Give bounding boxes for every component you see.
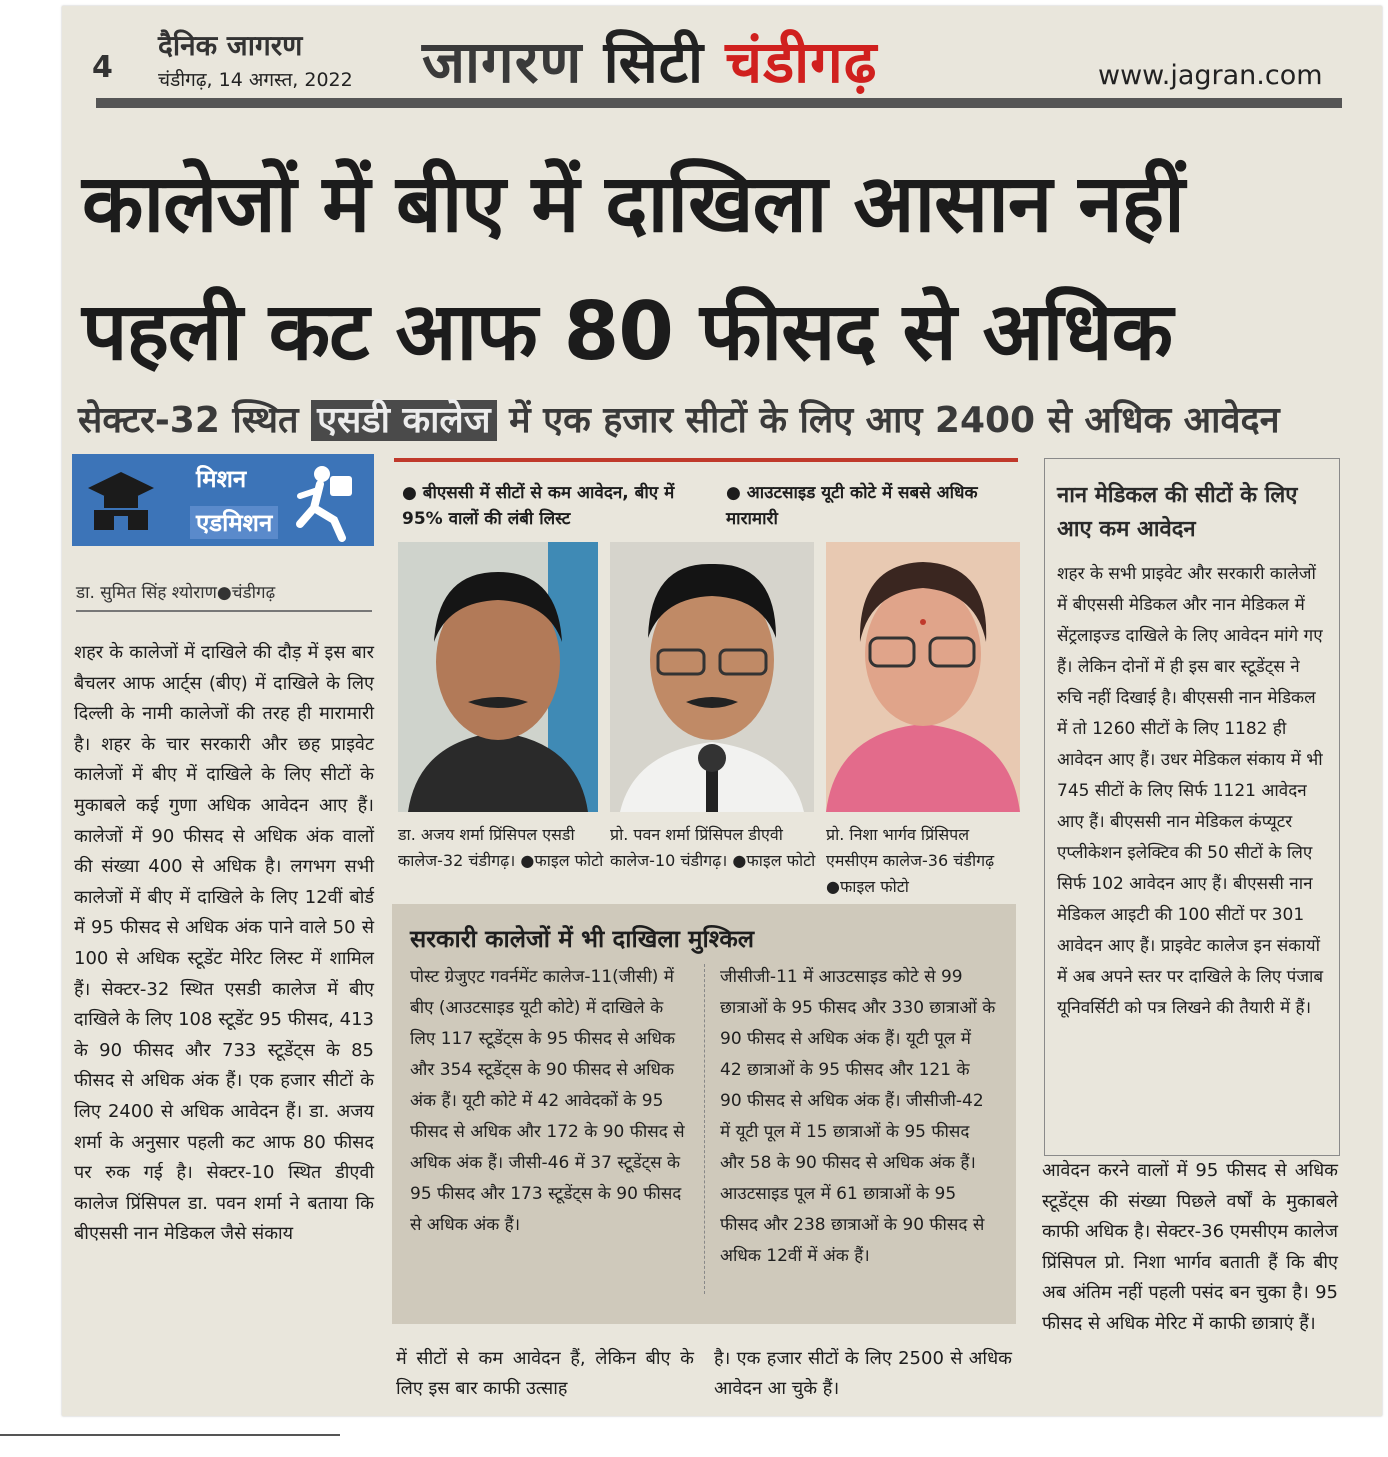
website: www.jagran.com: [1098, 60, 1323, 91]
govt-box-column-1: पोस्ट ग्रेजुएट गवर्नमेंट कालेज-11(जीसी) में बीए (आउटसाइड यूटी कोटे) में दाखिले के लिए 117 स्टूडेंट्स के 95 फीसद से अधिक और 354 स्टूडेंट्स के 90 फीसद से अधिक अंक हैं। यूटी कोटे में 42 आवेदकों के 95 फीसद से अधिक और 172 के 90 फीसद से अधिक अंक हैं। जीसी-46 में 37 स्टूडेंट्स के 95 फीसद और 173 स्टूडेंट्स के 90 फीसद से अधिक अंक हैं।: [410, 967, 685, 1235]
scan-margin-mark: [0, 1434, 340, 1436]
headline-line-2: पहली कट आफ 80 फीसद से अधिक: [82, 285, 1173, 378]
subheadline-highlight: एसडी कालेज: [311, 400, 496, 441]
article-continuation-1: में सीटों से कम आवेदन हैं, लेकिन बीए के लिए इस बार काफी उत्साह: [396, 1348, 694, 1399]
running-student-icon: [292, 462, 368, 542]
brand-part-2: सिटी: [603, 28, 705, 96]
brand-logo: [422, 20, 877, 99]
mission-admission-badge: [72, 454, 374, 546]
section-red-rule: [394, 458, 1018, 462]
badge-line-2: एडमिशन: [190, 506, 278, 539]
govt-colleges-box: [392, 904, 1016, 1324]
photo-principal-pawan-sharma: [610, 542, 814, 812]
bullet-point-2: ● आउटसाइड यूटी कोटे में सबसे अधिक मारामारी: [726, 483, 978, 529]
bullet-point-1: ● बीएससी में सीटों से कम आवेदन, बीए में 95% वालों की लंबी लिस्ट: [402, 483, 675, 529]
newspaper-page: [62, 6, 1382, 1416]
non-medical-sidebar: [1044, 458, 1340, 1156]
sidebar-body: शहर के सभी प्राइवेट और सरकारी कालेजों में बीएससी मेडिकल और नान मेडिकल में सेंट्रलाइज्ड दाखिले के लिए आवेदन मांगे गए हैं। लेकिन दोनों में ही इस बार स्टूडेंट्स ने रुचि नहीं दिखाई है। बीएससी नान मेडिकल में तो 1260 सीटों के लिए 1182 ही आवेदन आए हैं। उधर मेडिकल संकाय में भी 745 सीटों के लिए सिर्फ 1121 आवेदन आए हैं। बीएससी नान मेडिकल कंप्यूटर एप्लीकेशन इलेक्टिव की 50 सीटों के लिए सिर्फ 102 आवेदन आए हैं। बीएससी नान मेडिकल आइटी की 100 सीटों पर 301 आवेदन आए हैं। प्राइवेट कालेज इन संकायों में अब अपने स्तर पर दाखिले के लिए पंजाब यूनिवर्सिटी को पत्र लिखने की तैयारी में हैं।: [1057, 564, 1324, 1018]
subheadline-before: सेक्टर-32 स्थित: [78, 400, 299, 441]
sidebar-title: नान मेडिकल की सीटों के लिए आए कम आवेदन: [1057, 483, 1298, 542]
paper-name: दैनिक जागरण: [158, 29, 303, 62]
brand-part-1: जागरण: [422, 28, 583, 96]
photo-caption-1: डा. अजय शर्मा प्रिंसिपल एसडी कालेज-32 चंडीगढ़। ●फाइल फोटो: [398, 825, 604, 870]
byline-rule: [76, 610, 372, 612]
govt-box-title: सरकारी कालेजों में भी दाखिला मुश्किल: [410, 925, 755, 953]
subheadline: [78, 394, 1280, 443]
dateline: चंडीगढ़, 14 अगस्त, 2022: [158, 69, 353, 91]
main-article-body: शहर के कालेजों में दाखिले की दौड़ में इस बार बैचलर आफ आर्ट्स (बीए) में दाखिले के लिए दिल्ली के नामी कालेजों की तरह ही मारामारी है। शहर के चार सरकारी और छह प्राइवेट कालेजों में बीए में दाखिले के लिए सीटों के मुकाबले कई गुणा अधिक आवेदन आए हैं। कालेजों में 90 फीसद से अधिक अंक वालों की संख्या 400 से अधिक है। लगभग सभी कालेजों में बीए में दाखिले के लिए 12वीं बोर्ड में 95 फीसद से अधिक अंक पाने वाले 50 से 100 से अधिक स्टूडेंट मेरिट लिस्ट में शामिल हैं। सेक्टर-32 स्थित एसडी कालेज में बीए दाखिले के लिए 108 स्टूडेंट 95 फीसद, 413 के 90 फीसद और 733 स्टूडेंट्स के 85 फीसद से अधिक अंक हैं। एक हजार सीटों के लिए 2400 से अधिक आवेदन हैं। डा. अजय शर्मा के अनुसार पहली कट आफ 80 फीसद पर रुक गई है। सेक्टर-10 स्थित डीएवी कालेज प्रिंसिपल डा. पवन शर्मा ने बताया कि बीएससी नान मेडिकल जैसे संकाय: [74, 642, 374, 1245]
byline: डा. सुमित सिंह श्योराण●चंडीगढ़: [76, 583, 276, 603]
right-column-body: आवेदन करने वालों में 95 फीसद से अधिक स्टूडेंट्स की संख्या पिछले वर्षों के मुकाबले काफी अधिक है। सेक्टर-36 एमसीएम कालेज प्रिंसिपल प्रो. निशा भार्गव बताती हैं कि बीए अब अंतिम नहीं पहली पसंद बन चुका है। 95 फीसद से अधिक मेरिट में काफी छात्राएं हैं।: [1042, 1160, 1338, 1334]
page-number: 4: [92, 50, 113, 85]
badge-line-1: मिशन: [196, 465, 247, 493]
brand-part-3: चंडीगढ़: [725, 28, 878, 96]
subheadline-after: में एक हजार सीटों के लिए आए 2400 से अधिक आवेदन: [509, 400, 1280, 441]
headline-line-1: कालेजों में बीए में दाखिला आसान नहीं: [82, 157, 1184, 250]
govt-box-column-2: जीसीजी-11 में आउटसाइड कोटे से 99 छात्राओं के 95 फीसद और 330 छात्राओं के 90 फीसद से अधिक अंक हैं। यूटी पूल में 42 छात्राओं के 95 फीसद और 121 के 90 फीसद से अधिक अंक हैं। जीसीजी-42 में यूटी पूल में 15 छात्राओं के 95 फीसद और 58 के 90 फीसद से अधिक अंक हैं। आउटसाइड पूल में 61 छात्राओं के 95 फीसद और 238 छात्राओं के 90 फीसद से अधिक 12वीं में अंक हैं।: [720, 967, 996, 1266]
masthead-rule: [96, 98, 1342, 108]
photo-caption-2: प्रो. पवन शर्मा प्रिंसिपल डीएवी कालेज-10 चंडीगढ़। ●फाइल फोटो: [610, 825, 816, 870]
govt-box-divider: [704, 964, 705, 1294]
photo-principal-nisha-bhargav: [826, 542, 1020, 812]
graduation-cap-icon: [86, 468, 156, 532]
photo-caption-3: प्रो. निशा भार्गव प्रिंसिपल एमसीएम कालेज-36 चंडीगढ़ ●फाइल फोटो: [826, 825, 995, 896]
article-continuation-2: है। एक हजार सीटों के लिए 2500 से अधिक आवेदन आ चुके हैं।: [714, 1348, 1012, 1399]
photo-principal-ajay-sharma: [398, 542, 598, 812]
